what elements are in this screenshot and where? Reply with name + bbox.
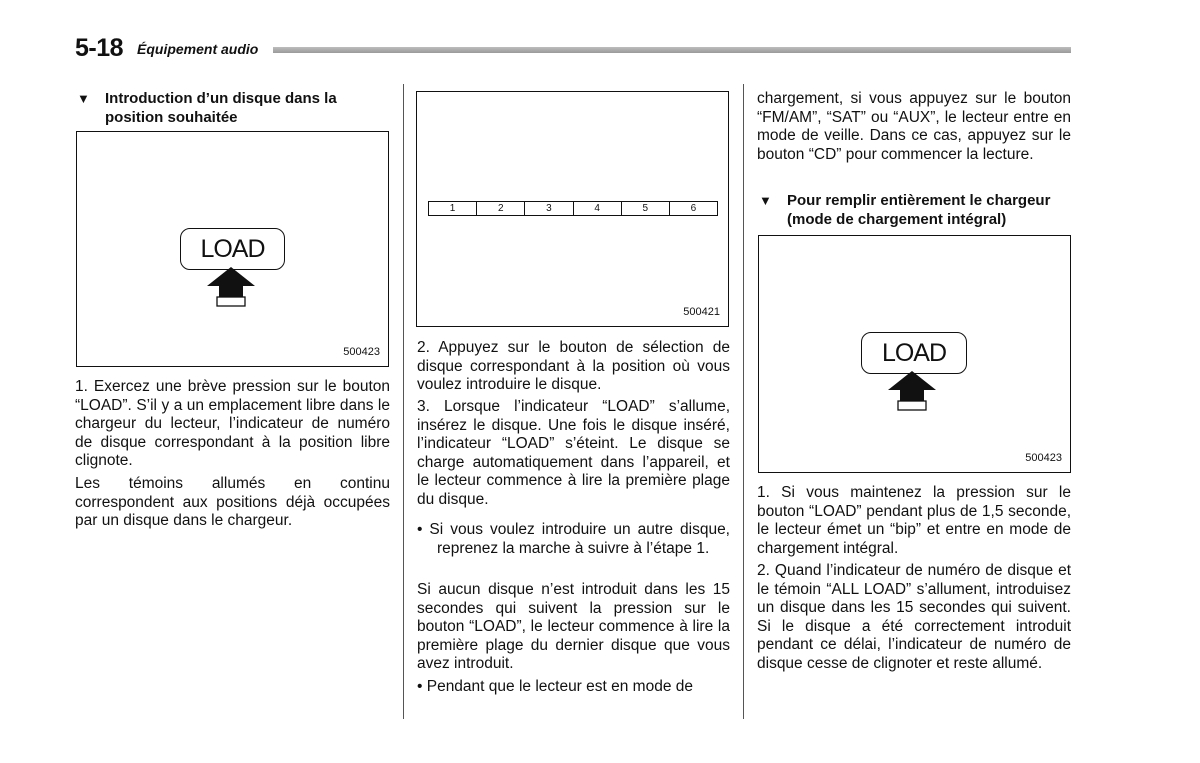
paragraph: 1. Si vous maintenez la pression sur le bouton “LOAD” pendant plus de 1,5 seconde, le lecteur émet un “bip” et entre en mode de chargement intégral. [757,484,1071,557]
slot-4: 4 [574,202,622,215]
bullet-item: • Pendant que le lecteur est en mode de [417,678,694,695]
paragraph: 2. Appuyez sur le bouton de sélection de disque correspondant à la position où vous voulez introduire le disque. [417,339,730,394]
disc-slot-indicator [428,201,718,216]
up-arrow-icon [206,266,256,308]
slot-6: 6 [690,203,697,214]
section-heading: ▼ Introduction d’un disque dans la position souhaitée [77,90,337,126]
slot-1: 1 [429,202,477,215]
bullet-item: • Si vous voulez introduire un autre disque, reprenez la marche à suivre à l’étape 1. [417,521,730,557]
paragraph: 3. Lorsque l’indicateur “LOAD” s’allume, insérez le disque. Une fois le disque inséré, l’indicateur “LOAD” s’éteint. Le disque se charge automatiquement dans l’appareil, et le lecteur commence à lire la première plage du disque. [417,398,730,508]
paragraph: Les témoins allumés en continu correspondent aux positions déjà occupées par un disque dans le chargeur. [75,475,390,530]
load-button-figure [76,131,389,367]
load-button-figure [758,235,1071,473]
load-button: LOAD [861,332,967,374]
load-button: LOAD [180,228,285,270]
column-divider [403,84,404,719]
page-header [75,33,1072,63]
slot-3: 3 [525,202,573,215]
slot-2: 2 [477,202,525,215]
paragraph: chargement, si vous appuyez sur le bouton “FM/AM”, “SAT” ou “AUX”, le lecteur entre en mode de veille. Dans ce cas, appuyez sur le bouton “CD” pour commencer la lecture. [757,90,1071,163]
page-number: 5-18 [75,34,124,62]
column-divider [743,84,744,719]
slot-5: 5 [622,202,670,215]
section-heading: ▼ Pour remplir entièrement le chargeur (mode de chargement intégral) [759,192,1051,228]
paragraph: 2. Quand l’indicateur de numéro de disque et le témoin “ALL LOAD” s’allument, introduisez un disque dans les 15 secondes qui suivent. Si le disque a été correctement introduit pendant ce délai, l’indicateur de numéro de disque cesse de clignoter et reste allumé. [757,562,1071,672]
header-rule [273,47,1071,53]
paragraph: 1. Exercez une brève pression sur le bouton “LOAD”. S’il y a un emplacement libre dans le chargeur du lecteur, l’indicateur de numéro de disque correspondant à la position libre clignote. [75,378,390,470]
triangle-bullet-icon: ▼ [77,91,90,106]
paragraph: Si aucun disque n’est introduit dans les 15 secondes qui suivent la pression sur le bouton “LOAD”, le lecteur commence à lire la première plage du dernier disque que vous avez introduit. [417,581,730,673]
figure-code: 500423 [1025,452,1062,464]
triangle-bullet-icon: ▼ [759,193,772,208]
section-title: Équipement audio [137,41,259,57]
up-arrow-icon [887,370,937,412]
figure-code: 500421 [683,306,720,318]
figure-code: 500423 [343,346,380,358]
disc-slot-figure [416,91,729,327]
